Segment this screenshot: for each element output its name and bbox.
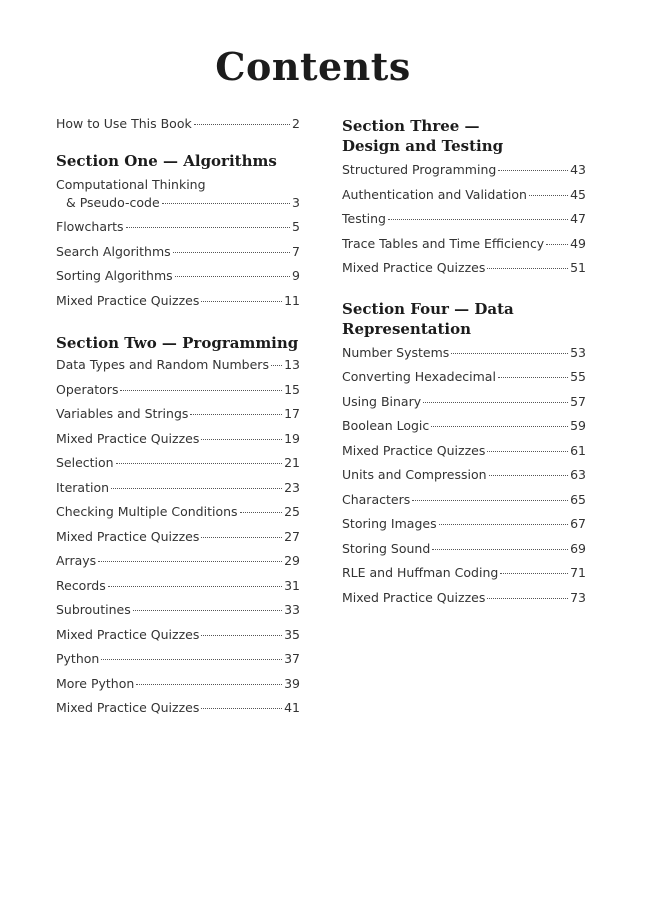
toc-entry-label: Testing [342, 211, 386, 226]
toc-entry-label: Mixed Practice Quizzes [56, 626, 200, 642]
section-heading-line: Design and Testing [342, 137, 504, 155]
toc-entry[interactable] [342, 418, 586, 443]
toc-entry-label: Boolean Logic [342, 418, 430, 433]
dot-leader [190, 414, 282, 415]
toc-entry-label: Converting Hexadecimal [342, 369, 496, 384]
dot-leader [175, 276, 290, 277]
dot-leader [194, 124, 290, 125]
toc-entry-page: 2 [292, 116, 300, 131]
toc-entry-page: 7 [292, 243, 300, 259]
toc-entry-page: 55 [570, 369, 586, 384]
toc-entry[interactable] [56, 676, 300, 701]
dot-leader [489, 475, 569, 476]
toc-entry[interactable] [56, 504, 300, 529]
dot-leader [498, 377, 568, 378]
toc-entry-page: 67 [570, 516, 586, 531]
toc-entry-label: Iteration [56, 479, 110, 495]
toc-entry-label: Variables and Strings [56, 406, 189, 421]
toc-entry-label: Checking Multiple Conditions [56, 504, 238, 519]
toc-entry-label: Records [56, 577, 106, 593]
toc-entry-page: 57 [570, 393, 586, 409]
toc-entry-label: Mixed Practice Quizzes [56, 528, 200, 544]
toc-entry-page: 11 [284, 292, 300, 308]
toc-entry-page: 13 [284, 357, 300, 372]
toc-entry-page: 59 [570, 418, 586, 433]
toc-entry-page: 41 [284, 700, 300, 715]
toc-entry-page: 25 [284, 504, 300, 519]
section-heading-design-testing [342, 116, 586, 156]
toc-left-column [56, 116, 300, 725]
dot-leader [487, 268, 568, 269]
dot-leader [201, 708, 282, 709]
toc-entry[interactable] [342, 516, 586, 541]
toc-entry-page: 35 [284, 626, 300, 642]
dot-leader [271, 365, 282, 366]
toc-entry[interactable] [56, 455, 300, 480]
dot-leader [412, 500, 568, 501]
toc-entry[interactable] [56, 431, 300, 456]
dot-leader [201, 439, 282, 440]
page-title: Contents [215, 44, 411, 89]
toc-entry-label: Trace Tables and Time Efficiency [342, 235, 545, 251]
toc-entry-label: Characters [342, 491, 411, 507]
toc-entry-label: More Python [56, 675, 135, 691]
toc-entry-page: 43 [570, 162, 586, 177]
toc-entry-page: 63 [570, 467, 586, 482]
dot-leader [162, 203, 290, 204]
dot-leader [201, 537, 282, 538]
toc-entry-page: 9 [292, 268, 300, 283]
dot-leader [388, 219, 568, 220]
toc-entry-page: 19 [284, 430, 300, 446]
toc-entry-page: 23 [284, 479, 300, 495]
dot-leader [431, 426, 568, 427]
toc-entry-page: 73 [570, 589, 586, 605]
toc-entry-page: 39 [284, 675, 300, 691]
dot-leader [98, 561, 282, 562]
toc-entry-label: Structured Programming [342, 162, 497, 177]
toc-entry[interactable] [56, 627, 300, 652]
section-heading-algorithms: Section One — Algorithms [56, 151, 277, 170]
dot-leader [423, 402, 568, 403]
dot-leader [546, 244, 568, 245]
dot-leader [136, 684, 282, 685]
dot-leader [126, 227, 291, 228]
toc-entry-label: Mixed Practice Quizzes [342, 442, 486, 458]
dot-leader [133, 610, 282, 611]
toc-entry-label: Mixed Practice Quizzes [56, 292, 200, 308]
dot-leader [173, 252, 290, 253]
toc-entry-page: 21 [284, 455, 300, 470]
toc-entry-label: Storing Sound [342, 540, 431, 556]
toc-entry-page: 29 [284, 553, 300, 568]
toc-entry-label: Flowcharts [56, 219, 124, 234]
toc-entry-label: Using Binary [342, 393, 422, 409]
toc-entry-label: Number Systems [342, 344, 450, 360]
toc-entry[interactable] [56, 177, 300, 220]
toc-entry-label: Selection [56, 455, 114, 470]
toc-entry[interactable] [56, 219, 300, 244]
toc-entry[interactable] [342, 260, 586, 285]
toc-entry-page: 51 [570, 260, 586, 275]
dot-leader [101, 659, 282, 660]
toc-entry-label: Storing Images [342, 516, 437, 531]
toc-entry-label: How to Use This Book [56, 116, 192, 131]
toc-entry-label: Computational Thinking [56, 176, 206, 192]
toc-entry[interactable] [342, 590, 586, 615]
toc-entry-page: 71 [570, 565, 586, 580]
toc-entry[interactable] [56, 268, 300, 293]
dot-leader [108, 586, 282, 587]
dot-leader [120, 390, 282, 391]
toc-entry-page: 69 [570, 540, 586, 556]
toc-entry[interactable] [56, 357, 300, 382]
dot-leader [451, 353, 568, 354]
toc-entry-page: 27 [284, 528, 300, 544]
toc-entry-label-continued: & Pseudo-code [66, 194, 160, 210]
section-heading-line: Representation [342, 319, 472, 338]
toc-entry[interactable] [56, 553, 300, 578]
toc-entry-page: 37 [284, 651, 300, 666]
toc-entry-page: 49 [570, 235, 586, 251]
toc-entry-page: 31 [284, 577, 300, 593]
toc-entry[interactable] [56, 293, 300, 318]
toc-entry[interactable] [56, 529, 300, 554]
toc-entry-label: Data Types and Random Numbers [56, 357, 269, 372]
dot-leader [487, 598, 568, 599]
toc-entry-label: Units and Compression [342, 467, 487, 482]
toc-entry-page: 5 [292, 219, 300, 234]
toc-entry[interactable] [56, 700, 300, 725]
toc-entry[interactable] [56, 480, 300, 505]
dot-leader [487, 451, 568, 452]
toc-entry-label: Mixed Practice Quizzes [56, 700, 200, 715]
toc-entry-label: Arrays [56, 553, 97, 568]
dot-leader [201, 301, 282, 302]
toc-entry-label: RLE and Huffman Coding [342, 565, 499, 580]
dot-leader [240, 512, 283, 513]
toc-entry[interactable] [342, 236, 586, 261]
dot-leader [529, 195, 568, 196]
toc-entry-label: Sorting Algorithms [56, 268, 173, 283]
toc-entry-label: Authentication and Validation [342, 186, 527, 202]
dot-leader [116, 463, 282, 464]
toc-entry[interactable] [56, 406, 300, 431]
toc-entry-label: Subroutines [56, 602, 131, 617]
toc-right-column [342, 116, 586, 614]
toc-entry[interactable] [56, 578, 300, 603]
toc-entry[interactable] [342, 541, 586, 566]
toc-entry-page: 45 [570, 186, 586, 202]
toc-entry[interactable] [56, 651, 300, 676]
toc-entry[interactable] [342, 394, 586, 419]
toc-entry-label: Operators [56, 381, 119, 397]
toc-entry[interactable] [342, 492, 586, 517]
dot-leader [498, 170, 568, 171]
toc-entry-page: 47 [570, 211, 586, 226]
toc-entry-page: 15 [284, 381, 300, 397]
toc-entry[interactable] [342, 369, 586, 394]
section-heading-line: Section Three — [342, 117, 480, 135]
dot-leader [439, 524, 569, 525]
dot-leader [432, 549, 568, 550]
toc-entry[interactable] [56, 382, 300, 407]
toc-entry-page: 3 [292, 194, 300, 210]
toc-entry[interactable] [56, 244, 300, 269]
toc-entry-label: Python [56, 651, 100, 666]
toc-entry-page: 17 [284, 406, 300, 421]
toc-entry[interactable] [342, 187, 586, 212]
toc-entry[interactable] [342, 211, 586, 236]
toc-entry-label: Search Algorithms [56, 243, 171, 259]
toc-entry[interactable] [342, 565, 586, 590]
toc-entry[interactable] [342, 345, 586, 370]
toc-entry-label: Mixed Practice Quizzes [342, 589, 486, 605]
toc-entry[interactable] [342, 443, 586, 468]
dot-leader [201, 635, 282, 636]
toc-entry[interactable] [56, 602, 300, 627]
toc-entry-label: Mixed Practice Quizzes [342, 260, 486, 275]
toc-entry-page: 53 [570, 344, 586, 360]
toc-entry-page: 61 [570, 442, 586, 458]
toc-entry[interactable] [342, 467, 586, 492]
section-heading-line: Section Four — Data [342, 299, 514, 318]
dot-leader [111, 488, 282, 489]
toc-entry[interactable] [342, 162, 586, 187]
section-heading-data-representation [342, 299, 586, 339]
section-heading-programming: Section Two — Programming [56, 334, 299, 352]
dot-leader [500, 573, 568, 574]
toc-entry-page: 33 [284, 602, 300, 617]
toc-entry-page: 65 [570, 491, 586, 507]
toc-entry-how-to-use[interactable] [56, 116, 300, 141]
toc-entry-label: Mixed Practice Quizzes [56, 430, 200, 446]
